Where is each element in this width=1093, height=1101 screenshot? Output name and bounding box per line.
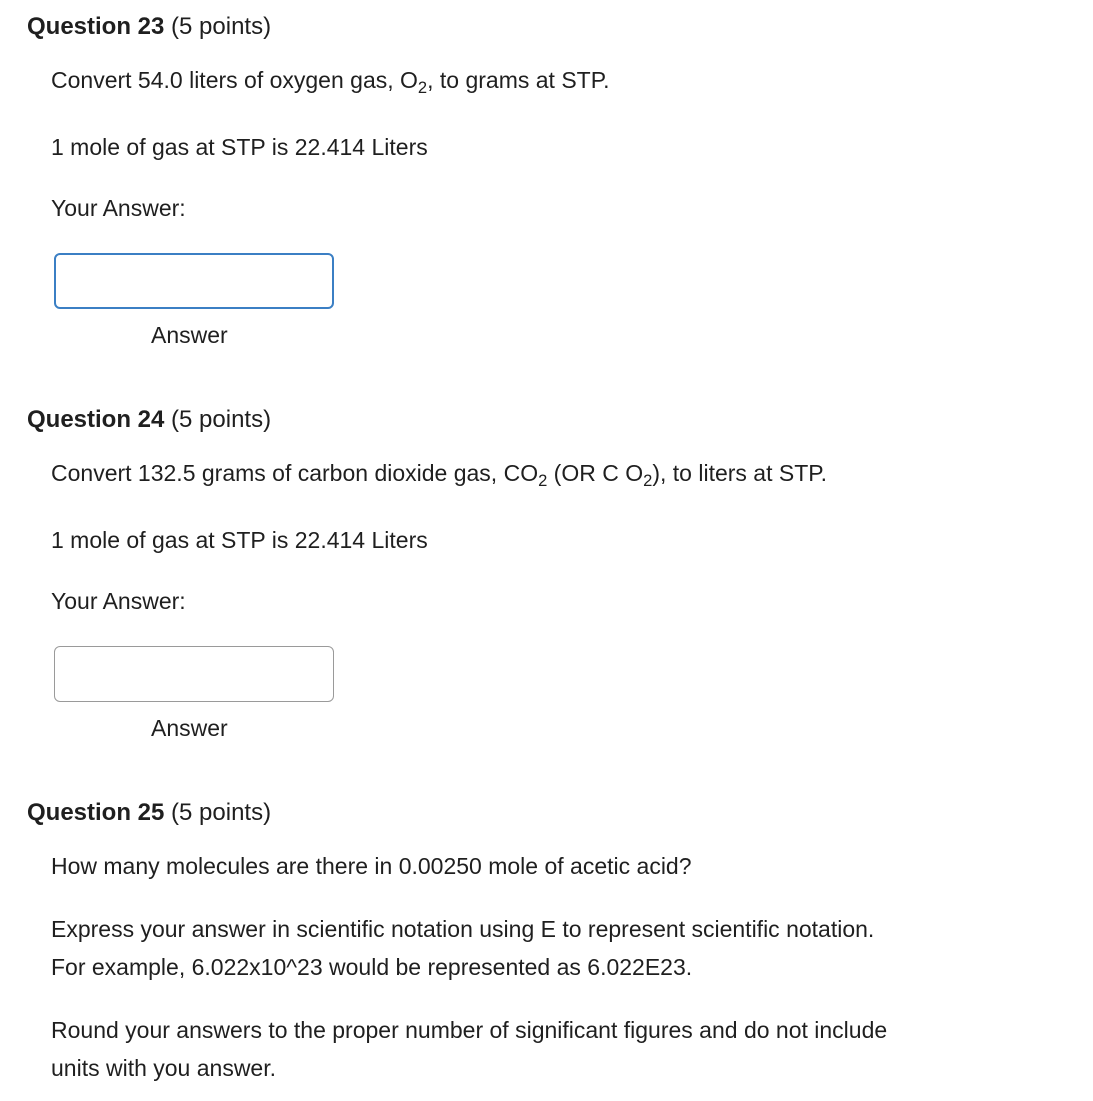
question-25-heading [27,798,271,828]
question-23-your-answer-label: Your Answer: [51,195,186,221]
question-23-prompt-subscript: 2 [417,77,428,97]
question-23-answer-label: Answer [151,322,228,348]
question-23-heading [27,12,271,42]
question-24-prompt-text: Convert 132.5 grams of carbon dioxide gas, CO [51,460,539,486]
question-24-prompt-tail: ), to liters at STP. [652,460,828,486]
question-24-points: (5 points) [171,406,272,433]
question-23-prompt-tail: , to grams at STP. [427,67,610,93]
question-24-your-answer-label: Your Answer: [51,588,186,614]
question-24-answer-input[interactable] [54,646,334,702]
question-24-title: Question 24 [27,406,165,433]
question-25-rounding-line-1: Round your answers to the proper number of significant figures and do not include [51,1017,888,1043]
question-24-heading [27,405,271,435]
question-23-title: Question 23 [27,13,165,40]
question-24-prompt-subscript-2: 2 [643,470,653,490]
question-25-instruction-line-2: For example, 6.022x10^23 would be represented as 6.022E23. [51,954,693,980]
question-23-points: (5 points) [171,13,272,40]
question-24-prompt [51,454,827,492]
question-25-prompt: How many molecules are there in 0.00250 mole of acetic acid? [51,853,692,879]
question-24-note: 1 mole of gas at STP is 22.414 Liters [51,527,428,553]
question-23-note: 1 mole of gas at STP is 22.414 Liters [51,134,428,160]
question-24-prompt-middle: (OR C O [547,460,644,486]
question-24-prompt-subscript-1: 2 [538,470,548,490]
question-25-points: (5 points) [171,799,272,826]
question-25-instruction-line-1: Express your answer in scientific notation using E to represent scientific notation. [51,916,875,942]
question-23-prompt-text: Convert 54.0 liters of oxygen gas, O [51,67,418,93]
question-25-rounding-line-2: units with you answer. [51,1055,277,1081]
question-24-answer-label: Answer [151,715,228,741]
question-23-prompt [51,61,610,99]
question-25-title: Question 25 [27,799,165,826]
question-23-answer-input[interactable] [54,253,334,309]
